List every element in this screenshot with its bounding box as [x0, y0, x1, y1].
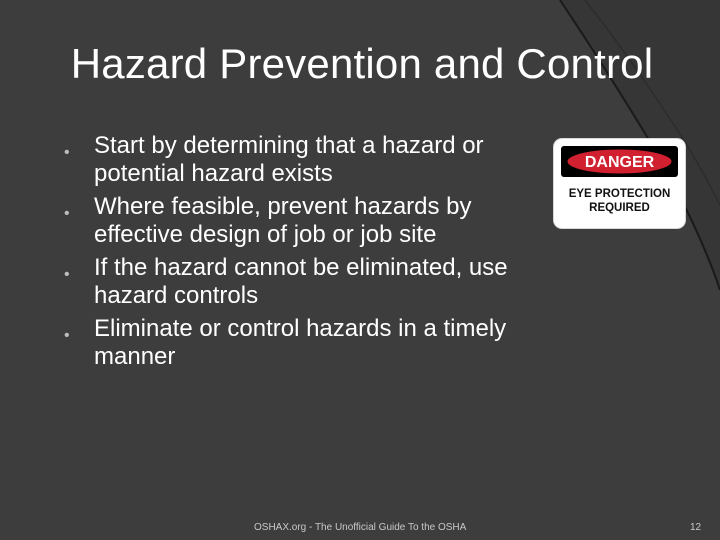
bullet-list [64, 132, 534, 376]
bullet-item [64, 315, 534, 371]
slide-title: Hazard Prevention and Control [70, 40, 654, 87]
bullet-icon: • [64, 205, 70, 222]
bullet-text: Start by determining that a hazard or potential hazard exists [94, 132, 484, 187]
bullet-icon: • [64, 266, 70, 283]
sign-line-2: REQUIRED [589, 202, 650, 214]
bullet-item [64, 193, 534, 249]
danger-sign-image [554, 139, 685, 228]
bullet-icon: • [64, 327, 70, 344]
bullet-item [64, 254, 534, 310]
bullet-item [64, 132, 534, 188]
bullet-text: If the hazard cannot be eliminated, use hazard controls [94, 254, 508, 309]
bullet-text: Eliminate or control hazards in a timely manner [94, 315, 507, 370]
bullet-icon: • [64, 144, 70, 161]
footer-text: OSHAX.org - The Unofficial Guide To the OSHA [254, 522, 467, 533]
bullet-text: Where feasible, prevent hazards by effective design of job or job site [94, 193, 472, 248]
sign-header-text: DANGER [584, 154, 655, 171]
page-number: 12 [690, 522, 702, 533]
danger-sign-graphic [554, 139, 685, 228]
sign-line-1: EYE PROTECTION [568, 188, 671, 200]
